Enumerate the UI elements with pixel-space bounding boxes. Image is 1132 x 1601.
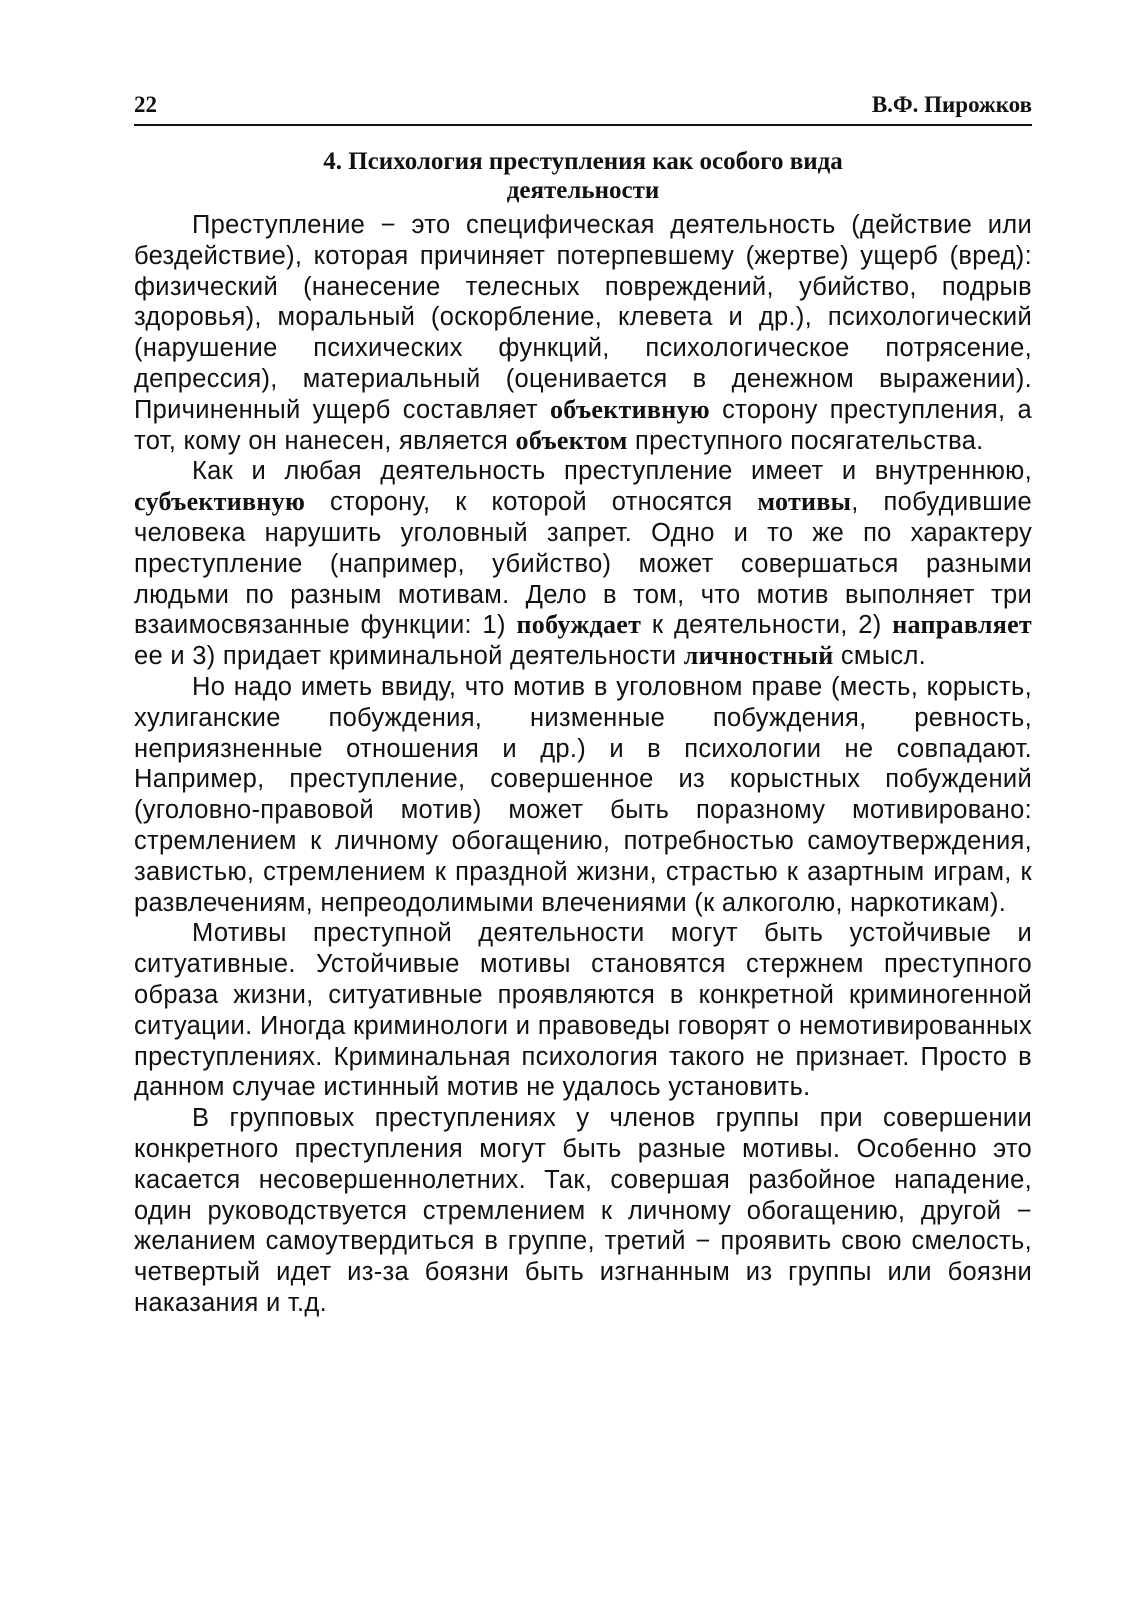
text-segment: ее и 3) придает криминальной деятельности <box>134 642 684 671</box>
text-segment: сторону, к которой относятся <box>305 488 758 517</box>
paragraph <box>134 456 1032 672</box>
paragraph <box>134 672 1032 918</box>
body-text <box>134 210 1032 1319</box>
bold-term: субъективную <box>134 487 306 517</box>
bold-term: направляет <box>892 610 1032 640</box>
section-title <box>134 147 1032 205</box>
text-segment: В групповых преступлениях у членов группы при совершении конкретного преступления могут быть разные мотивы. Особенно это касается несовершеннолетних. Так, совершая разбойное нападение, один руководствуется стремлением к личному обогащению, другой − желанием самоутвердиться в группе, третий − проявить свою смелость, четвертый идет из-за боязни быть изгнанным из группы или боязни наказания и т.д. <box>134 1104 1032 1317</box>
running-header-author: В.Ф. Пирожков <box>871 92 1032 117</box>
bold-term: объективную <box>550 394 710 424</box>
text-segment: к деятельности, 2) <box>641 611 893 640</box>
text-segment: смысл. <box>833 642 927 671</box>
section-title-line-2: деятельности <box>506 177 660 204</box>
section-title-line-1: 4. Психология преступления как особого вида <box>323 148 843 175</box>
text-segment: Как и любая деятельность преступление имеет и внутреннюю, <box>192 457 1032 486</box>
text-segment: , побудившие человека нарушить уголовный запрет. Одно и то же по характеру преступление (например, убийство) может совершаться разными людьми по разным мотивам. Дело в том, что мотив выполняет три взаимосвязанные функции: 1) <box>134 488 1032 640</box>
page-number: 22 <box>134 92 157 117</box>
bold-term: личностный <box>683 641 834 671</box>
text-segment: Преступление − это специфическая деятельность (действие или бездействие), которая причиняет потерпевшему (жертве) ущерб (вред): физический (нанесение телесных повреждений, убийство, подрыв здоровья), моральный (оскорбление, клевета и др.), психологический (нарушение психических функций, психологическое потрясение, депрессия), материальный (оценивается в денежном выражении). Причиненный ущерб составляет <box>134 211 1032 424</box>
bold-term: объектом <box>515 425 628 455</box>
paragraph <box>134 918 1032 1103</box>
text-segment: преступного посягательства. <box>627 426 984 455</box>
text-segment: Мотивы преступной деятельности могут быть устойчивые и ситуативные. Устойчивые мотивы становятся стержнем преступного образа жизни, ситуативные проявляются в конкретной криминогенной ситуации. Иногда криминологи и правоведы говорят о немотивированных преступлениях. Криминальная психология такого не признает. Просто в данном случае истинный мотив не удалось установить. <box>134 919 1032 1102</box>
text-segment: сторону преступления, а тот, кому он нанесен, является <box>134 395 1033 455</box>
paragraph <box>134 210 1032 456</box>
bold-term: побуждает <box>516 610 642 640</box>
running-header <box>134 88 1032 126</box>
paragraph <box>134 1103 1032 1319</box>
text-segment: Но надо иметь ввиду, что мотив в уголовном праве (месть, корысть, хулиганские побуждения, низменные побуждения, ревность, неприязненные отношения и др.) и в психологии не совпадают. Например, преступление, совершенное из корыстных побуждений (уголовно-правовой мотив) может быть поразному мотивировано: стремлением к личному обогащению, потребностью самоутверждения, завистью, стремлением к праздной жизни, страстью к азартным играм, к развлечениям, непреодолимыми влечениями (к алкоголю, наркотикам). <box>134 672 1032 917</box>
bold-term: мотивы <box>757 487 852 517</box>
